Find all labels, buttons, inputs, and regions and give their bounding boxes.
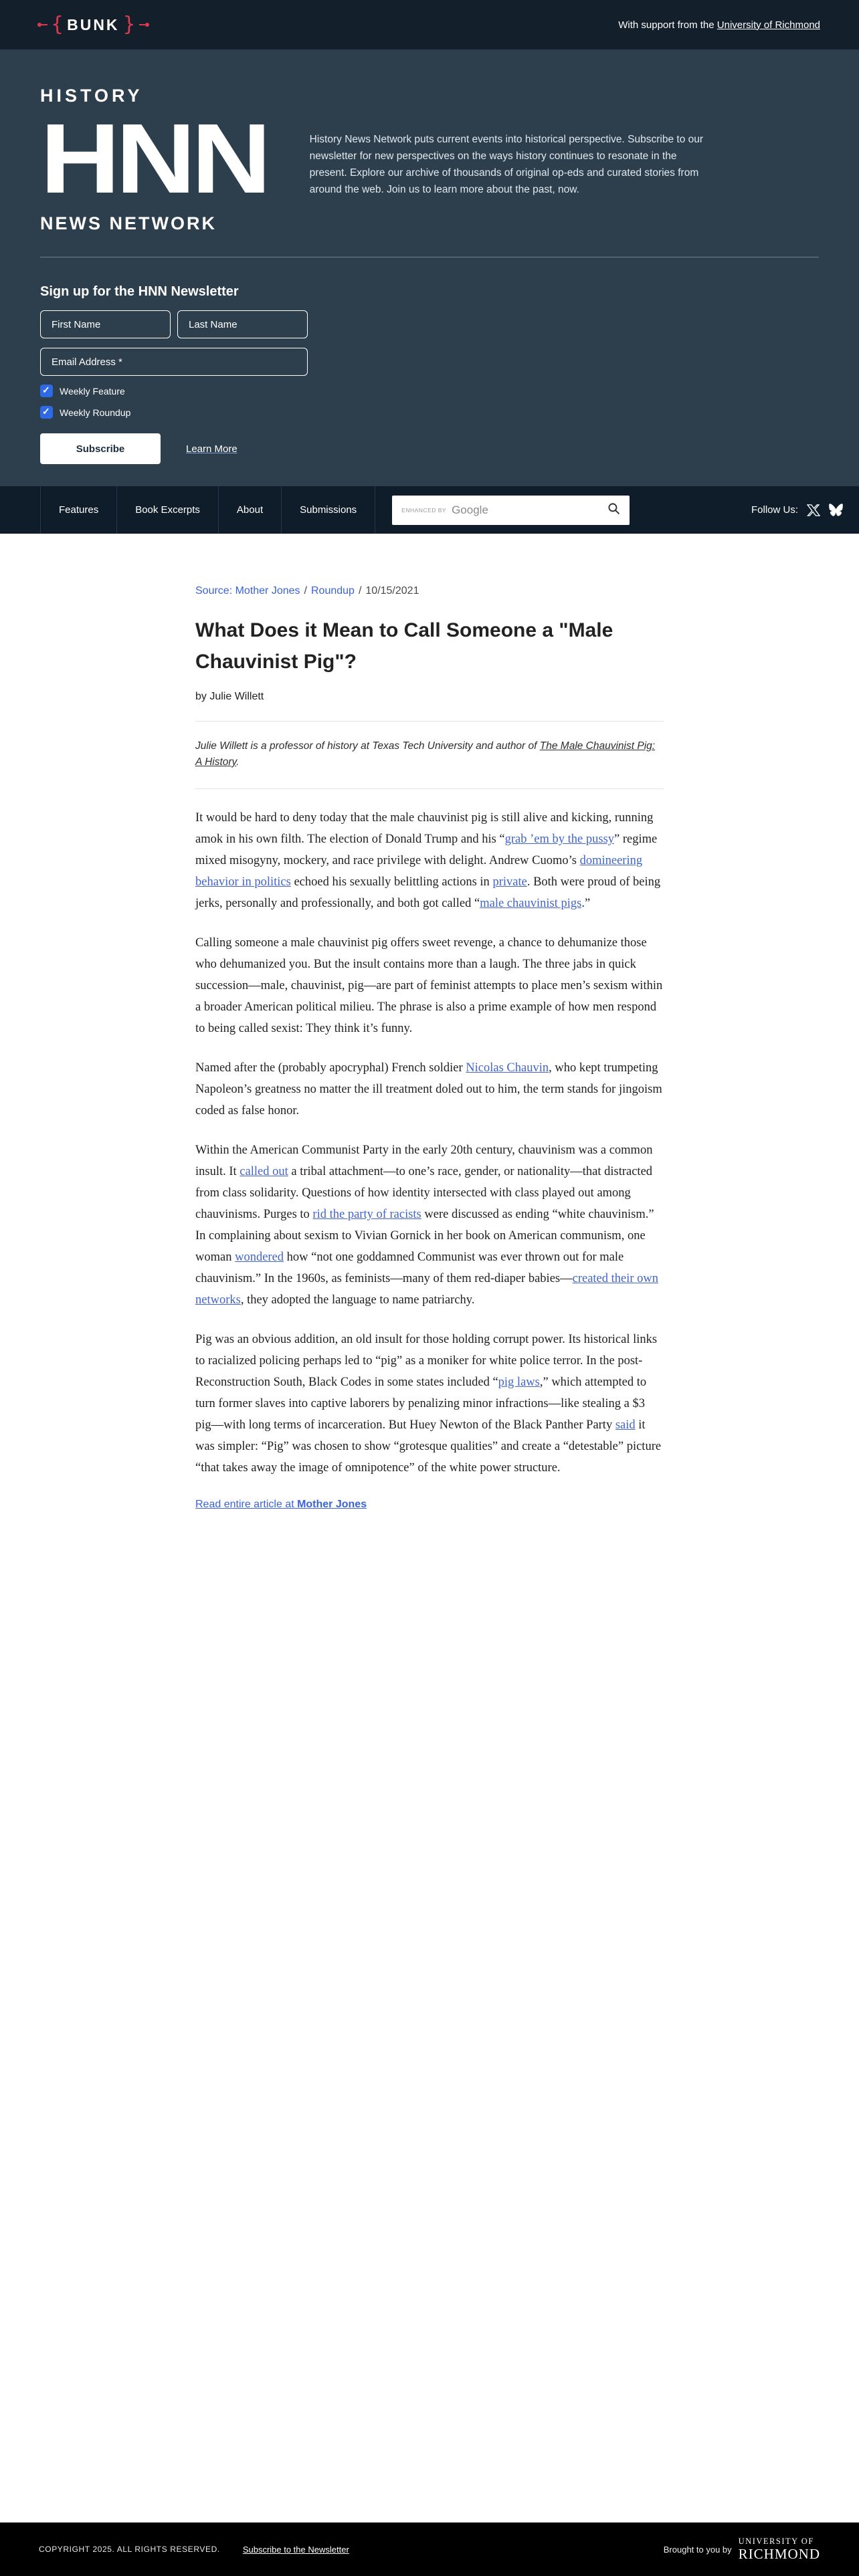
inline-link[interactable]: The Male Chauvinist Pig: A History (195, 740, 656, 768)
article-title: What Does it Mean to Call Someone a "Male Chauvinist Pig"? (195, 619, 613, 673)
inline-link[interactable]: pig laws (498, 1376, 540, 1389)
bunk-logo-text: BUNK (67, 15, 120, 33)
weekly-feature-checkbox[interactable] (40, 385, 53, 397)
read-entire-article-link[interactable]: Read entire article at Mother Jones (195, 1499, 367, 1510)
bunk-logo-right-decoration (139, 23, 149, 27)
bunk-logo-left-decoration (37, 23, 47, 27)
footer-subscribe-link[interactable]: Subscribe to the Newsletter (242, 2544, 349, 2555)
inline-link[interactable]: wondered (235, 1251, 284, 1264)
newsletter-signup (40, 284, 819, 464)
support-note (618, 19, 820, 31)
paragraph-1: It would be hard to deny today that the male chauvinist pig is still alive and kicking, running amok in his own filth. The election of Donald Trump and his “grab ’em by the pussy” regime mixed misogyny, mockery, and race privilege with delight. Andrew Cuomo’s domineering behavior in politics echoed his sexually belittling actions in private. Both were proud of being jerks, personally and professionally, and both got called “male chauvinist pigs.” (195, 811, 661, 910)
inline-link[interactable]: rid the party of racists (312, 1208, 421, 1221)
nav-item-book-excerpts[interactable]: Book Excerpts (116, 486, 218, 534)
inline-link[interactable]: created their own networks (195, 1272, 659, 1307)
paragraph-4: Within the American Communist Party in the early 20th century, chauvinism was a common insult. It called out a tribal attachment—to one’s race, gender, or nationality—that distracted from class solidarity. Questions of how identity intersected with class played out among chauvinisms. Purges to rid the party of racists were discussed as ending “white chauvinism.” In complaining about sexism to Vivian Gornick in her book on American communism, one woman wondered how “not one goddamned Communist was ever thrown out for male chauvinism.” In the 1960s, as feminists—many of them red-diaper babies—created their own networks, they adopted the language to name patriarchy. (195, 1144, 659, 1307)
x-twitter-icon[interactable] (807, 504, 820, 517)
breadcrumb-separator-2: / (358, 585, 362, 597)
university-logo-line1: UNIVERSITY OF (738, 2537, 814, 2547)
search-icon[interactable] (607, 502, 620, 518)
source-mother-jones-link[interactable]: Source: Mother Jones (195, 585, 300, 597)
nav-item-submissions[interactable]: Submissions (281, 486, 375, 534)
first-name-input[interactable] (40, 310, 171, 338)
learn-more-link[interactable]: Learn More (186, 443, 237, 455)
hnn-logo-history: HISTORY (40, 86, 143, 106)
article (195, 585, 664, 1511)
last-name-input[interactable] (177, 310, 308, 338)
university-of-richmond-logo[interactable] (739, 2537, 820, 2561)
nav-item-features[interactable]: Features (40, 486, 116, 534)
hnn-logo-mark: HNN (40, 104, 267, 214)
inline-link[interactable]: grab ’em by the pussy (504, 833, 615, 846)
top-bar (0, 0, 859, 49)
site-header (0, 49, 859, 486)
weekly-roundup-label: Weekly Roundup (60, 407, 131, 418)
article-date: 10/15/2021 (365, 585, 419, 597)
follow-us-label: Follow Us: (751, 504, 798, 516)
breadcrumb (195, 585, 664, 597)
university-logo-line2: RICHMOND (738, 2545, 820, 2562)
bunk-brace-left: { (51, 13, 64, 36)
bluesky-icon[interactable] (829, 504, 843, 516)
divider-bottom (195, 788, 664, 789)
bunk-logo[interactable] (37, 15, 149, 35)
main-content (0, 534, 859, 2523)
inline-link[interactable]: domineering behavior in politics (195, 854, 643, 889)
weekly-feature-label: Weekly Feature (60, 385, 125, 397)
paragraph-2: Calling someone a male chauvinist pig offers sweet revenge, a chance to dehumanize those who dehumanized you. But the insult contains more than a laugh. The three jabs in quick succession—male, chauvinist, pig—are part of feminist attempts to place men’s sexism within a broader American political milieu. The phrase is also a prime example of how men respond to being called sexist: They think it’s funny. (195, 936, 663, 1035)
footer (0, 2523, 859, 2576)
roundup-link[interactable]: Roundup (310, 585, 355, 597)
nav-item-about[interactable]: About (218, 486, 281, 534)
university-of-richmond-link[interactable]: University of Richmond (717, 19, 820, 31)
inline-link[interactable]: called out (240, 1165, 288, 1178)
inline-link[interactable]: male chauvinist pigs (480, 897, 582, 910)
author-bio: Julie Willett is a professor of history at Texas Tech University and author of The Male Chauvinist Pig: A History. (195, 740, 656, 768)
breadcrumb-separator: / (304, 585, 307, 597)
newsletter-title: Sign up for the HNN Newsletter (40, 284, 239, 299)
bunk-brace-right: } (122, 13, 136, 36)
site-description: History News Network puts current events into historical perspective. Subscribe to our newsletter for new perspectives on the ways history continues to resonate in the present. Explore our archive of thousands of original op-eds and curated stories from around the web. Join us to learn more about the past, now. (309, 134, 704, 195)
follow-us (751, 486, 843, 534)
hnn-logo[interactable] (40, 86, 267, 234)
inline-link[interactable]: Nicolas Chauvin (466, 1061, 549, 1075)
brought-by-label: Brought to you by (663, 2544, 732, 2555)
google-search-box[interactable] (392, 496, 630, 525)
support-prefix: With support from the (618, 19, 717, 31)
copyright-text: COPYRIGHT 2025. ALL RIGHTS RESERVED. (39, 2545, 220, 2554)
hnn-logo-news-network: NEWS NETWORK (40, 213, 217, 233)
main-nav (0, 486, 859, 534)
enhanced-by-label: ENHANCED BY (401, 506, 447, 514)
subscribe-button[interactable]: Subscribe (40, 433, 161, 464)
inline-link[interactable]: said (615, 1418, 636, 1432)
weekly-roundup-checkbox[interactable] (40, 406, 53, 419)
article-byline: by Julie Willett (195, 691, 264, 702)
google-wordmark: Google (452, 503, 488, 516)
inline-link[interactable]: private (492, 875, 527, 889)
divider-top (195, 721, 664, 722)
paragraph-3: Named after the (probably apocryphal) French soldier Nicolas Chauvin, who kept trumpeting Napoleon’s greatness no matter the ill treatment doled out to him, the term stands for jingoism coded as false honor. (195, 1061, 662, 1117)
article-body (195, 807, 664, 1479)
paragraph-5: Pig was an obvious addition, an old insult for those holding corrupt power. Its historical links to racialized policing perhaps led to “pig” as a moniker for white police terror. In the post-Reconstruction South, Black Codes in some states included “pig laws,” which attempted to turn former slaves into captive laborers by penalizing minor infractions—like stealing a $3 pig—with long terms of incarceration. But Huey Newton of the Black Panther Party said it was simpler: “Pig” was chosen to show “grotesque qualities” and create a “detestable” picture “that takes away the image of omnipotence” of the white power structure. (195, 1333, 662, 1475)
email-input[interactable] (40, 348, 308, 376)
